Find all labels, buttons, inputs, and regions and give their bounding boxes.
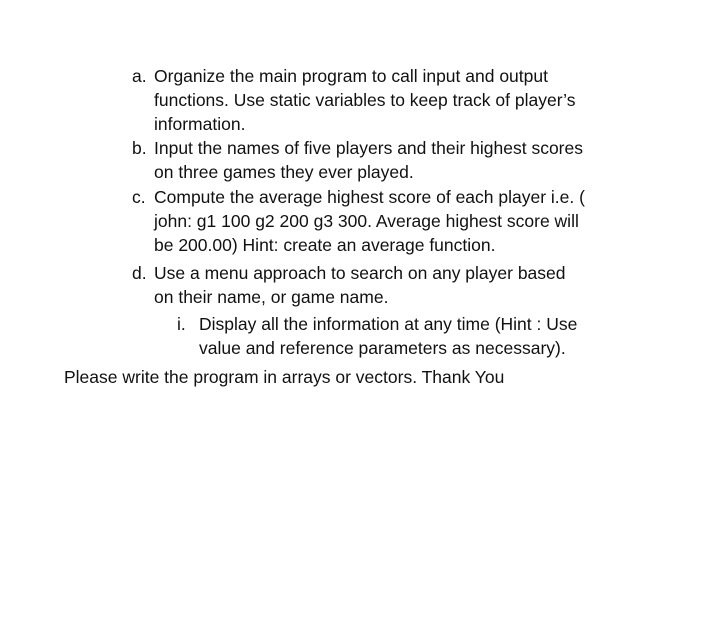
list-item-d [132, 261, 566, 309]
list-item-b-text [154, 136, 583, 184]
list-item-c-text [154, 185, 585, 257]
list-item-c-line-1: Compute the average highest score of each player i.e. ( [154, 187, 585, 207]
list-item-d-line-1: Use a menu approach to search on any player based [154, 263, 566, 283]
list-item-c [132, 185, 585, 257]
sub-list-item-i-line-1: Display all the information at any time (Hint : Use [199, 314, 578, 334]
sub-list-item-i-text [199, 312, 577, 360]
list-item-a-line-2: functions. Use static variables to keep track of player’s [154, 90, 576, 110]
list-marker-c: c. [132, 187, 146, 207]
list-item-a-line-1: Organize the main program to call input and output [154, 66, 548, 86]
closing-note: Please write the program in arrays or vectors. Thank You [64, 367, 505, 387]
list-marker-a: a. [132, 66, 147, 86]
list-marker-d: d. [132, 263, 147, 283]
list-item-a [132, 64, 576, 136]
list-item-d-line-2: on their name, or game name. [154, 287, 389, 307]
list-marker-b: b. [132, 138, 147, 158]
list-item-a-text [154, 64, 576, 136]
list-item-b-line-2: on three games they ever played. [154, 162, 414, 182]
list-item-d-text [154, 261, 566, 309]
list-item-a-line-3: information. [154, 114, 246, 134]
list-marker-i: i. [177, 314, 186, 334]
list-item-b-line-1: Input the names of five players and their highest scores [154, 138, 583, 158]
list-item-c-line-2: john: g1 100 g2 200 g3 300. Average highest score will [154, 211, 579, 231]
sub-list-item-i-line-2: value and reference parameters as necessary). [199, 338, 566, 358]
list-item-c-line-3: be 200.00) Hint: create an average function. [154, 235, 496, 255]
sub-list-item-i [177, 312, 577, 360]
list-item-b [132, 136, 583, 184]
